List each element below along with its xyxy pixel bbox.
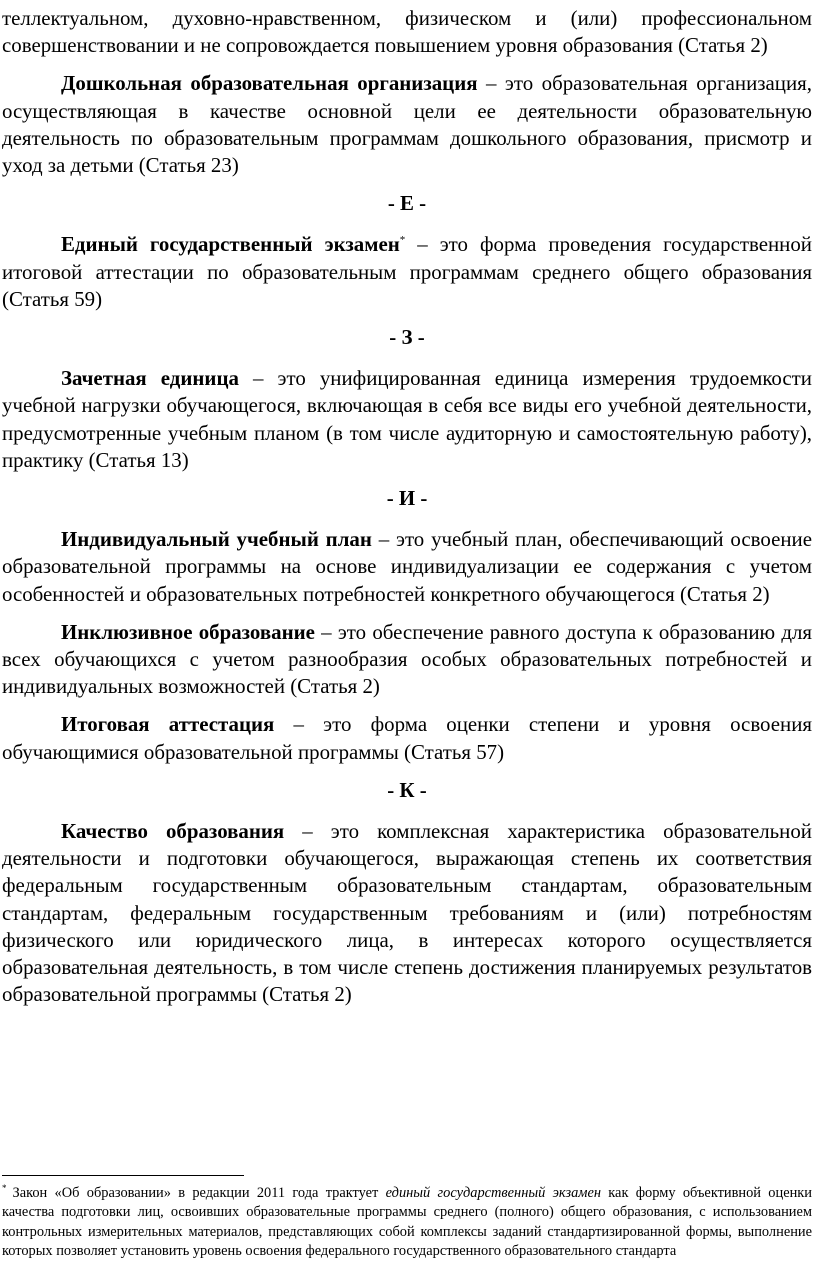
entry-kachestvo: Качество образования – это комплексная характеристика образовательной деятельности и подготовки обучающегося, выражающая степень их соответствия федеральным государственным образовательным стандартам, образовательным стандартам, федеральным государственным требованиям и (или) потребностям физического или юридического лица, в интересах которого осуществляется образовательная деятельность, в том числе степень достижения планируемых результатов образовательной программы (Статья 2) xyxy=(2,819,812,1007)
term: Итоговая аттестация xyxy=(61,712,275,737)
footnote-separator xyxy=(2,1175,244,1176)
entry-doshkolnaya: Дошкольная образовательная организация – это образовательная организация, осуществляющая в качестве основной цели ее деятельности образовательную деятельность по образовательным программам дошкольного образования, присмотр и уход за детьми (Статья 23) xyxy=(2,71,812,178)
term: Качество образования xyxy=(61,819,285,844)
entry-inklyuzivnoe: Инклюзивное образование – это обеспечение равного доступа к образованию для всех обучающихся с учетом разнообразия особых образовательных потребностей и индивидуальных возможностей (Статья 2) xyxy=(2,619,813,699)
glossary-body xyxy=(2,5,812,1020)
term: Инклюзивное образование xyxy=(61,619,315,644)
entry-zachetnaya: Зачетная единица – это унифицированная единица измерения трудоемкости учебной нагрузки обучающегося, включающая в себя все виды его учебной деятельности, предусмотренные учебным планом (в том числе аудиторную и самостоятельную работу), практику (Статья 13) xyxy=(2,366,812,472)
entry-itogovaya: Итоговая аттестация – это форма оценки степени и уровня освоения обучающимися образовательной программы (Статья 57) xyxy=(2,712,812,764)
term: Дошкольная образовательная организация xyxy=(61,71,478,96)
footnote: * Закон «Об образовании» в редакции 2011 года трактует единый государственный экзамен как форму объективной оценки качества подготовки лиц, освоивших образовательные программы среднего (полного) общего образования, с использованием контрольных измерительных материалов, представляющих собой комплексы заданий стандартизированной формы, выполнение которых позволяет установить уровень освоения федерального государственного образовательного стандарта xyxy=(2,1183,812,1260)
section-letter-e: - Е - xyxy=(387,191,427,216)
section-letter-i: - И - xyxy=(386,486,428,511)
footnote-mark: * xyxy=(2,1183,7,1194)
footnote-italic-term: единый государственный экзамен xyxy=(385,1185,601,1201)
term: Единый государственный экзамен xyxy=(61,232,400,257)
section-letter-z: - З - xyxy=(389,325,425,350)
section-letter-k: - К - xyxy=(387,777,427,802)
footnote-ref: * xyxy=(399,234,406,247)
term: Индивидуальный учебный план xyxy=(61,527,372,552)
term: Зачетная единица xyxy=(61,366,239,391)
entry-continuation: теллектуальном, духовно-нравственном, физическом и (или) профессиональном совершенствовании и не сопровождается повышением уровня образования (Статья 2) xyxy=(2,6,812,58)
entry-ege: Единый государственный экзамен* – это форма проведения государственной итоговой аттестации по образовательным программам среднего общего образования (Статья 59) xyxy=(2,232,812,311)
entry-individualny: Индивидуальный учебный план – это учебный план, обеспечивающий освоение образовательной программы на основе индивидуализации ее содержания с учетом особенностей и образовательных потребностей конкретного обучающегося (Статья 2) xyxy=(2,527,812,606)
